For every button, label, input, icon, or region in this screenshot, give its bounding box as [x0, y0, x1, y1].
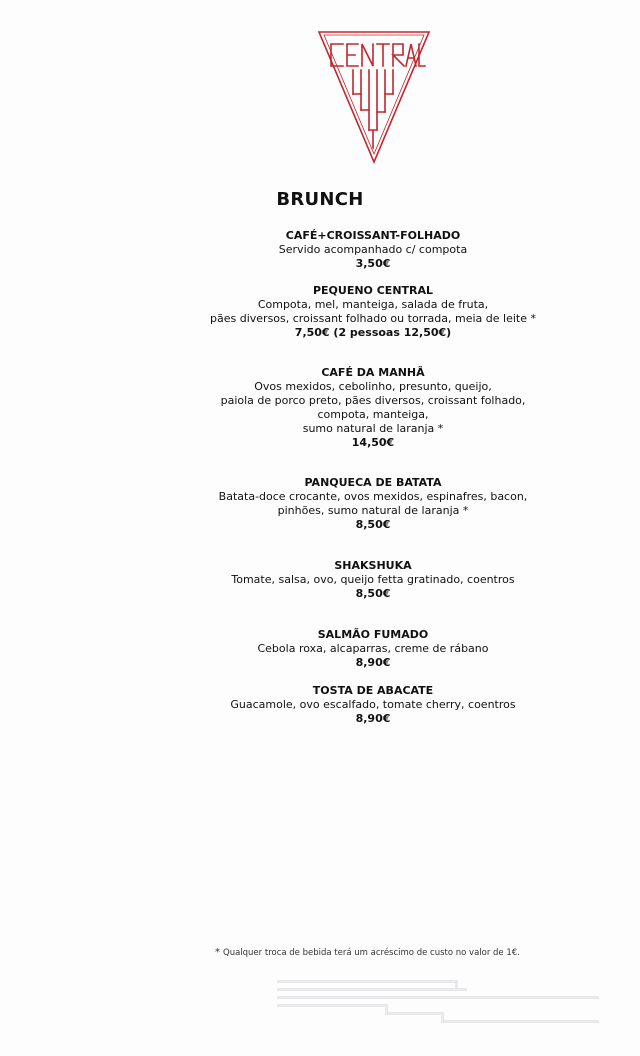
- footnote: [215, 947, 520, 958]
- menu-item-pequeno-central: [0, 284, 640, 340]
- section-title: BRUNCH: [276, 189, 364, 210]
- item-description: compota, manteiga,: [317, 408, 429, 421]
- asterisk: *: [215, 947, 220, 958]
- item-name: PEQUENO CENTRAL: [312, 284, 434, 297]
- item-price: 8,50€: [355, 587, 391, 600]
- menu-item-shakshuka: [0, 559, 640, 601]
- item-description: Guacamole, ovo escalfado, tomate cherry, coentros: [230, 698, 516, 711]
- item-description: sumo natural de laranja *: [302, 422, 444, 435]
- item-description: Tomate, salsa, ovo, queijo fetta gratinado, coentros: [231, 573, 515, 586]
- item-price: 8,50€: [355, 518, 391, 531]
- item-description: Servido acompanhado c/ compota: [278, 243, 468, 256]
- item-name: PANQUECA DE BATATA: [304, 476, 442, 489]
- item-description: Cebola roxa, alcaparras, creme de rábano: [257, 642, 489, 655]
- item-price: 14,50€: [351, 436, 395, 449]
- item-description: Batata-doce crocante, ovos mexidos, espinafres, bacon,: [218, 490, 528, 503]
- item-price: 8,90€: [355, 712, 391, 725]
- item-price: 3,50€: [355, 257, 391, 270]
- item-name: SALMÃO FUMADO: [317, 628, 429, 641]
- item-name: CAFÉ DA MANHÃ: [321, 366, 425, 379]
- decorative-lines: [277, 980, 599, 1025]
- item-name: CAFÉ+CROISSANT-FOLHADO: [285, 229, 461, 242]
- menu-item-cafe-da-manha: [0, 366, 640, 450]
- item-description: pães diversos, croissant folhado ou torrada, meia de leite *: [210, 312, 536, 325]
- footnote-text: Qualquer troca de bebida terá um acréscimo de custo no valor de 1€.: [223, 948, 520, 958]
- item-name: SHAKSHUKA: [334, 559, 412, 572]
- item-name: TOSTA DE ABACATE: [312, 684, 434, 697]
- item-description: Compota, mel, manteiga, salada de fruta,: [257, 298, 489, 311]
- item-description: pinhões, sumo natural de laranja *: [277, 504, 469, 517]
- item-description: paiola de porco preto, pães diversos, croissant folhado,: [220, 394, 526, 407]
- menu-item-panqueca-de-batata: [0, 476, 640, 532]
- menu-item-salmao-fumado: [0, 628, 640, 670]
- menu-item-cafe-croissant: [0, 229, 640, 271]
- central-logo-icon: [317, 30, 431, 164]
- item-price: 7,50€ (2 pessoas 12,50€): [294, 326, 452, 339]
- menu-item-tosta-de-abacate: [0, 684, 640, 726]
- item-price: 8,90€: [355, 656, 391, 669]
- item-description: Ovos mexidos, cebolinho, presunto, queijo,: [254, 380, 492, 393]
